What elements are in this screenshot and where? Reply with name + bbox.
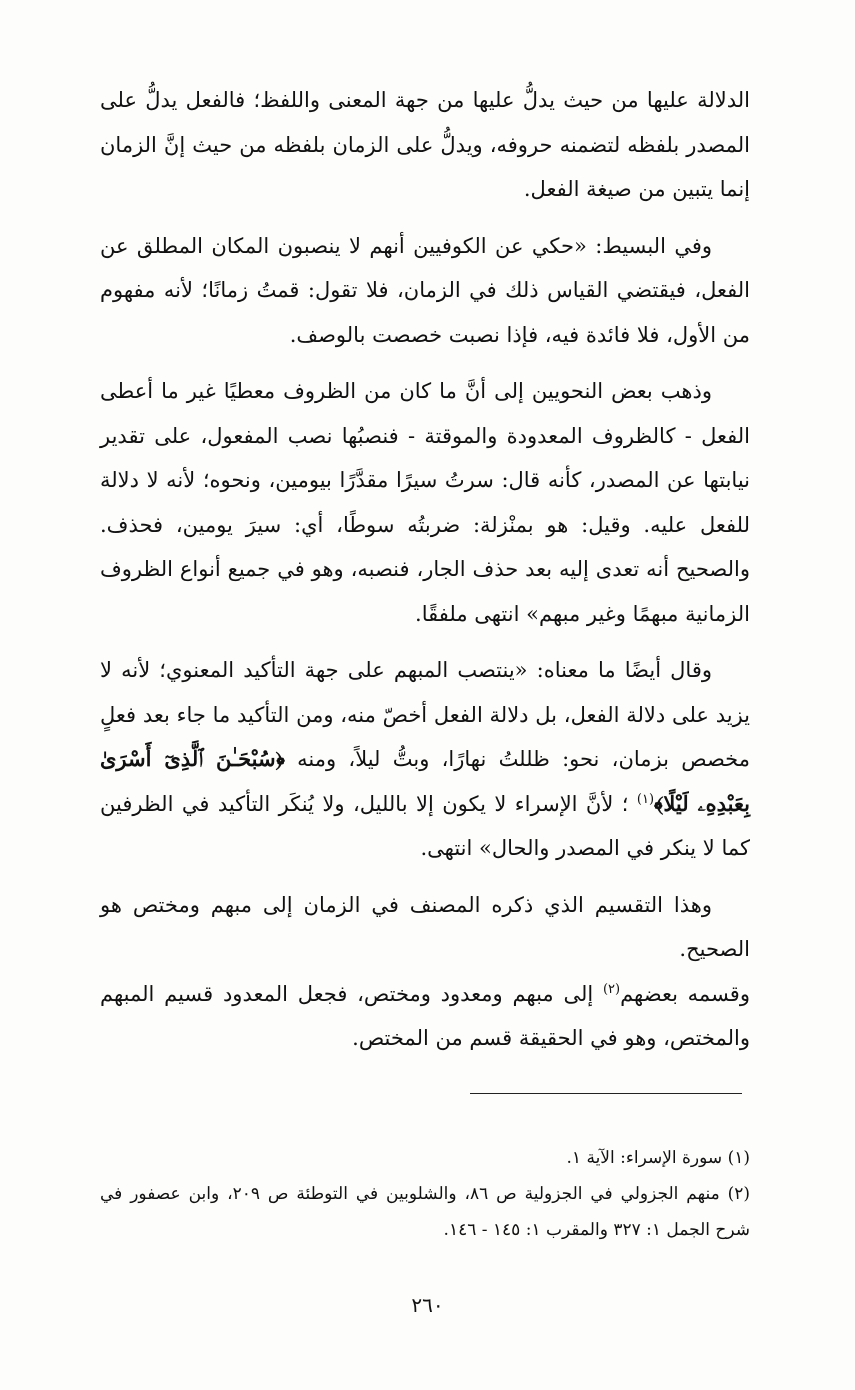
footnote-ref-2: (٢)	[602, 981, 621, 997]
paragraph-2: وفي البسيط: «حكي عن الكوفيين أنهم لا ينصبون المكان المطلق عن الفعل، فيقتضي القياس ذلك في الزمان، فلا تقول: قمتُ زمانًا؛ لأنه مفهوم من الأول، فلا فائدة فيه، فإذا نصبت خصصت بالوصف.	[100, 233, 750, 347]
footnotes	[100, 1140, 750, 1248]
paragraph-4-text-after: ؛ لأنَّ الإسراء لا يكون إلا بالليل، ولا يُنكَر التأكيد في الظرفين كما لا ينكر في المصدر والحال» انتهى.	[100, 791, 750, 860]
page-number: ٢٦٠	[411, 1293, 444, 1317]
quran-verse: ﴿سُبْحَـٰنَ ٱلَّذِىٓ أَسْرَىٰ بِعَبْدِهِۦ لَيْلًا﴾	[100, 746, 750, 816]
paragraph-5	[100, 883, 750, 1061]
paragraph-4	[100, 648, 750, 871]
footnote-1: (١) سورة الإسراء: الآية ١.	[566, 1148, 750, 1168]
paragraph-5-text-before: وقسمه بعضهم	[620, 981, 750, 1006]
main-text	[100, 78, 750, 1073]
footnote-2: (٢) منهم الجزولي في الجزولية ص ٨٦، والشلوبين في التوطئة ص ٢٠٩، وابن عصفور في شرح الجمل ١: ٣٢٧ والمقرب ١: ١٤٥ - ١٤٦.	[100, 1184, 751, 1240]
paragraph-5-first-sentence: وهذا التقسيم الذي ذكره المصنف في الزمان إلى مبهم ومختص هو الصحيح.	[100, 892, 750, 961]
paragraph-1: الدلالة عليها من حيث يدلُّ عليها من جهة المعنى واللفظ؛ فالفعل يدلُّ على المصدر بلفظه لتضمنه حروفه، ويدلُّ على الزمان بلفظه من حيث إنَّ الزمان إنما يتبين من صيغة الفعل.	[100, 88, 750, 201]
paragraph-5-text-after: إلى مبهم ومعدود ومختص، فجعل المعدود قسيم المبهم والمختص، وهو في الحقيقة قسم من المختص.	[100, 981, 750, 1050]
footnote-divider	[470, 1093, 742, 1094]
footnote-ref-1: (١)	[636, 791, 655, 807]
paragraph-3: وذهب بعض النحويين إلى أنَّ ما كان من الظروف معطيًا غير ما أعطى الفعل - كالظروف المعدودة والموقتة - فنصبُها نصب المفعول، على تقدير نيابتها عن المصدر، كأنه قال: سرتُ سيرًا مقدَّرًا بيومين، ونحوه؛ لأنه لا دلالة للفعل عليه. وقيل: هو بمنْزلة: ضربتُه سوطًا، أي: سيرَ يومين، فحذف. والصحيح أنه تعدى إليه بعد حذف الجار، فنصبه، وهو في جميع أنواع الظروف الزمانية مبهمًا وغير مبهم» انتهى ملفقًا.	[100, 379, 750, 626]
paragraph-4-text-before: وقال أيضًا ما معناه: «ينتصب المبهم على جهة التأكيد المعنوي؛ لأنه لا يزيد على دلالة الفعل، بل دلالة الفعل أخصّ منه، ومن التأكيد ما جاء بعد فعلٍ مخصص بزمان، نحو: ظللتُ نهارًا، وبتُّ ليلاً، ومنه	[100, 658, 750, 771]
